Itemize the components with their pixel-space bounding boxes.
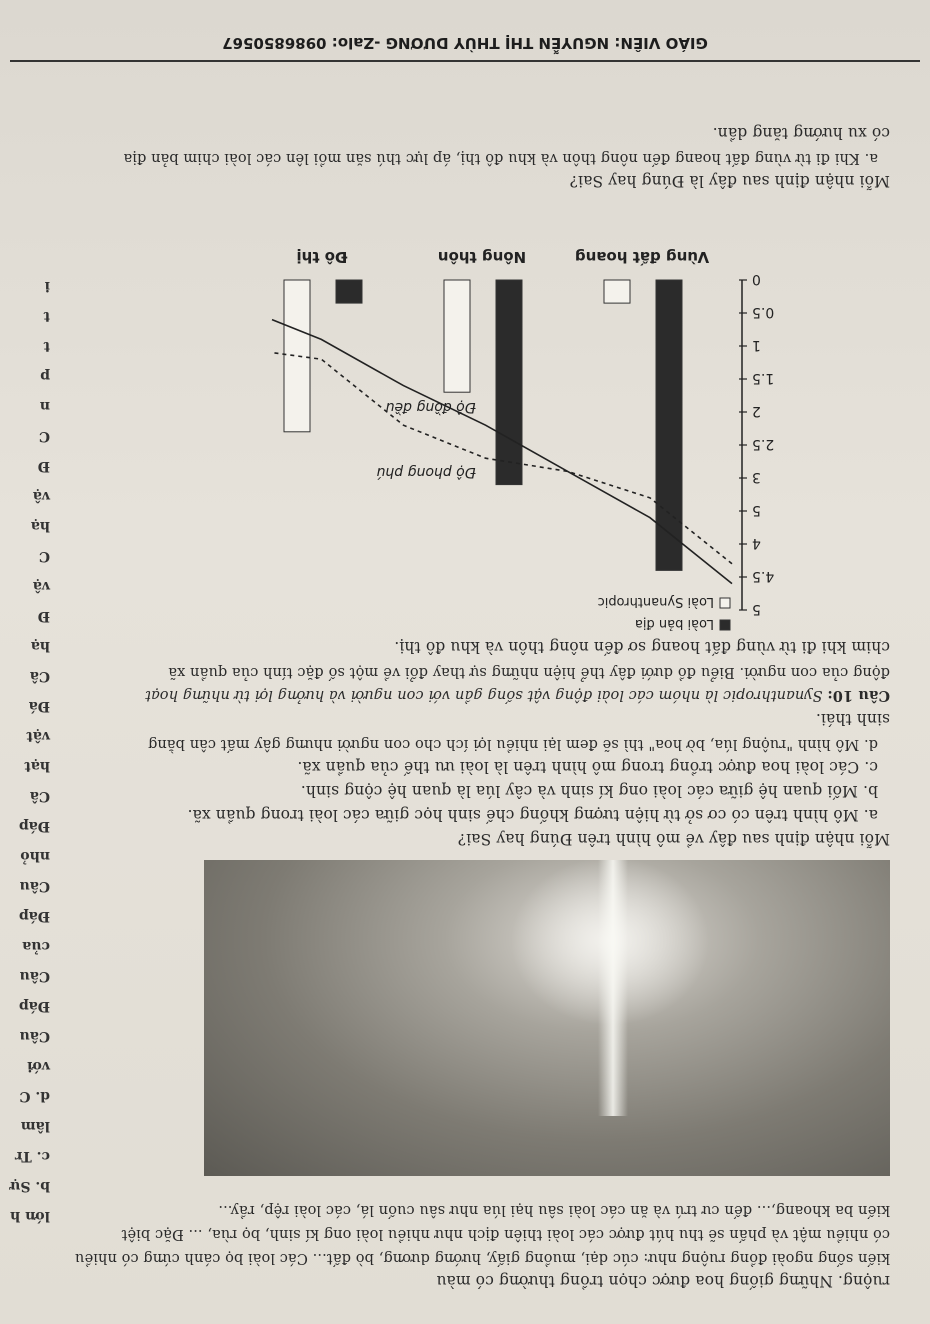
cropped-margin-fragment: n: [39, 398, 50, 414]
legend-label: Loài bản địa: [634, 616, 714, 631]
bar-synanthropic: [284, 280, 310, 432]
y-tick-label: 3: [752, 469, 761, 485]
bar-native: [336, 280, 362, 303]
cropped-margin-fragment: Đ: [37, 458, 50, 474]
cropped-margin-fragment: C: [38, 428, 50, 444]
q10-statement-a-cont: có xu hướng tăng dần.: [712, 124, 890, 142]
bird-community-chart: [142, 220, 782, 640]
cropped-margin-fragment: i: [44, 278, 50, 294]
y-tick-label: 4.5: [752, 568, 775, 584]
cropped-margin-fragment: Đáp: [18, 818, 50, 834]
intro-line: có nhiều mật và phấn sẽ thu hút được các loài thiên địch như nhiều loài ong kí sinh, bọ rùa, ... Đặc biệt: [121, 1226, 890, 1242]
cropped-margin-fragment: hạ: [30, 638, 50, 654]
cropped-margin-fragment: hạ: [30, 518, 50, 534]
bar-native: [656, 280, 682, 570]
cropped-margin-fragment: d. C: [19, 1088, 50, 1104]
abundance-curve-label: Độ phong phú: [376, 464, 476, 481]
bar-synanthropic: [444, 280, 470, 392]
y-tick-label: 1.5: [752, 370, 775, 386]
bar-native: [496, 280, 522, 485]
cropped-margin-fragment: Câu: [19, 1028, 50, 1044]
rice-field-photo: [204, 860, 890, 1176]
cropped-margin-fragment: hạt: [24, 758, 50, 774]
q9-statement-c: c. Các loài hoa được trồng trong mô hình trên là loài ưu thế của quần xã.: [297, 758, 878, 776]
y-tick-label: 5: [752, 601, 761, 617]
cropped-margin-fragment: vậ: [32, 578, 50, 594]
cropped-margin-fragment: C: [38, 548, 50, 564]
cropped-margin-fragment: với: [27, 1058, 50, 1074]
cropped-margin-fragment: c. Tr: [14, 1148, 50, 1164]
cropped-margin-fragment: nhỏ: [20, 848, 50, 864]
cropped-margin-fragment: Câ: [29, 668, 50, 684]
footer-rule: [10, 60, 920, 62]
cropped-margin-fragment: p: [40, 368, 50, 384]
intro-line: kiến sống ngoài đồng ruộng như: cúc dại, muồng giấy, hướng dương, bò đất... Các loài bọ cánh cứng có nhiều: [74, 1250, 890, 1266]
cropped-margin-fragment: Đáp: [18, 998, 50, 1014]
legend-label: Loài Synanthropic: [597, 594, 714, 609]
cropped-margin-fragment: của: [22, 938, 50, 954]
y-tick-label: 4: [752, 535, 761, 551]
footer-teacher: GIÁO VIÊN: NGUYỄN THỊ THÙY DƯƠNG -Zalo: 0986850567: [222, 34, 708, 52]
q10-line-2: động của con người. Biểu đồ dưới đây thể hiện những sự thay đổi về một số đặc tính của quần xã: [168, 664, 890, 680]
y-tick-label: 2: [752, 403, 761, 419]
q9-statement-a: a. Mô hình trên có cơ sở từ hiện tượng khống chế sinh học giữa các loài trong quần xã.: [187, 806, 878, 824]
q10-statement-a: a. Khi đi từ vùng đất hoang đến nông thôn và khu đô thị, áp lực thú săn mồi lên các loài chim bản địa: [123, 150, 878, 166]
intro-line: kiến ba khoang,... đến cư trú và ăn các loài sâu hại lúa như sâu cuốn lá, các loài rệp, rầy...: [218, 1202, 890, 1218]
evenness-curve-label: Độ đồng đều: [385, 399, 476, 416]
bar-synanthropic: [604, 280, 630, 303]
intro-line: ruộng. Những giống hoa được chọn trồng thường có màu: [436, 1272, 890, 1290]
x-category-label: Đô thị: [296, 248, 348, 266]
cropped-margin-fragment: Đ: [37, 608, 50, 624]
cropped-margin-fragment: Đáp: [18, 908, 50, 924]
cropped-margin-fragment: Câu: [19, 878, 50, 894]
cropped-margin-fragment: t: [43, 308, 50, 324]
x-category-label: Nông thôn: [437, 248, 527, 266]
cropped-margin-fragment: t: [43, 338, 50, 354]
legend-swatch: [720, 620, 730, 630]
cropped-margin-fragment: b. Sự: [10, 1178, 50, 1194]
photo-light-beam: [598, 860, 628, 1116]
cropped-margin-fragment: Câu: [19, 968, 50, 984]
q10-prompt: Mỗi nhận định sau đây là Đúng hay Sai?: [569, 172, 890, 190]
cropped-margin-fragment: vật: [26, 728, 50, 744]
q9-statement-b: b. Mối quan hệ giữa các loài ong kí sinh và cây lúa là quan hệ cộng sinh.: [300, 782, 878, 800]
y-tick-label: 2.5: [752, 436, 775, 452]
cropped-margin-fragment: Câ: [29, 788, 50, 804]
legend-swatch: [720, 598, 730, 608]
q9-prompt: Mỗi nhận định sau đây về mô hình trên Đúng hay Sai?: [457, 830, 890, 848]
x-category-label: Vùng đất hoang: [574, 248, 710, 266]
q9-statement-d-cont: sinh thái.: [815, 710, 890, 728]
y-tick-label: 1: [752, 337, 761, 353]
cropped-margin-fragment: lâm: [20, 1118, 50, 1134]
cropped-margin-fragment: Đá: [28, 698, 50, 714]
y-tick-label: 0: [752, 271, 761, 287]
cropped-margin-fragment: lớn h: [10, 1208, 50, 1224]
q10-label: Câu 10:: [827, 687, 890, 704]
cropped-margin-fragment: vậ: [32, 488, 50, 504]
q9-statement-d: d. Mô hình "ruộng lúa, bờ hoa" thì sẽ đem lại nhiều lợi ích cho con người nhưng gây mất cân bằng: [147, 736, 878, 752]
q10-line-1: [145, 687, 890, 704]
y-tick-label: 0.5: [752, 304, 775, 320]
y-tick-label: 5: [752, 502, 761, 518]
q10-line-3: chim khi đi từ vùng đất hoang sơ đến nông thôn và khu đô thị.: [394, 638, 890, 656]
q10-line-1-text: Synanthropic là nhóm các loài động vật sống gần với con người và hưởng lợi từ những hoạt: [145, 687, 823, 703]
